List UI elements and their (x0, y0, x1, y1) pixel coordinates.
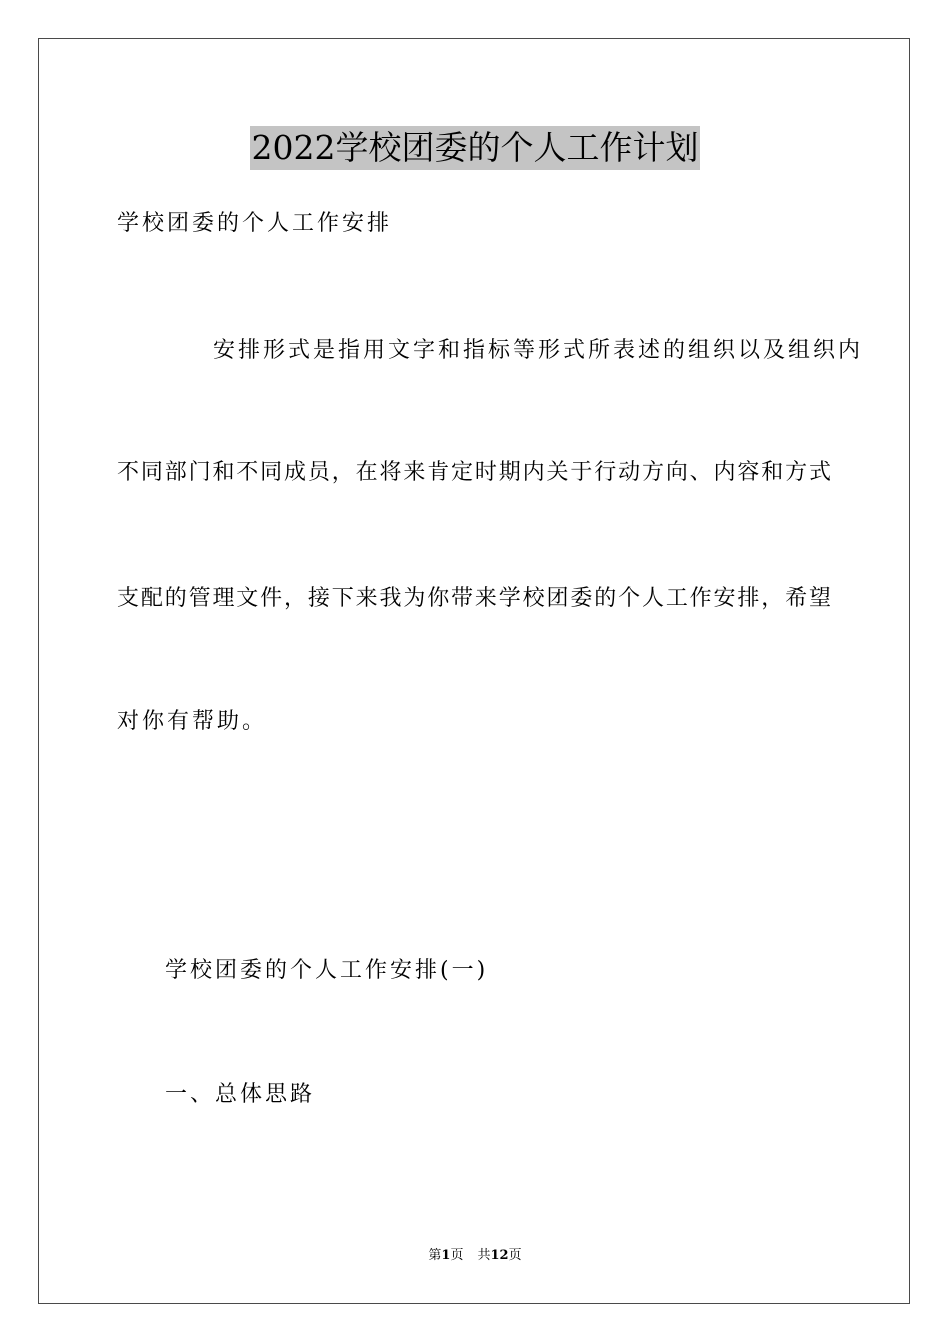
page-total-number: 12 (490, 1248, 509, 1263)
section-heading: 学校团委的个人工作安排(一) (165, 958, 489, 983)
document-subtitle: 学校团委的个人工作安排 (117, 211, 393, 236)
total-prefix: 共 (477, 1248, 491, 1263)
sub-heading: 一、总体思路 (165, 1082, 316, 1107)
paragraph-line-4: 对你有帮助。 (117, 709, 268, 734)
paragraph-line-1: 安排形式是指用文字和指标等形式所表述的组织以及组织内 (213, 338, 864, 363)
document-title: 2022学校团委的个人工作计划 (250, 126, 701, 170)
page-prefix: 第 (428, 1248, 442, 1263)
paragraph-line-2: 不同部门和不同成员，在将来肯定时期内关于行动方向、内容和方式 (117, 460, 831, 485)
page-current-number: 1 (441, 1248, 451, 1263)
total-suffix: 页 (508, 1248, 522, 1263)
page-suffix: 页 (450, 1248, 464, 1263)
title-container (0, 126, 950, 170)
paragraph-line-3: 支配的管理文件，接下来我为你带来学校团委的个人工作安排，希望 (117, 586, 831, 611)
page-footer (0, 1247, 950, 1265)
